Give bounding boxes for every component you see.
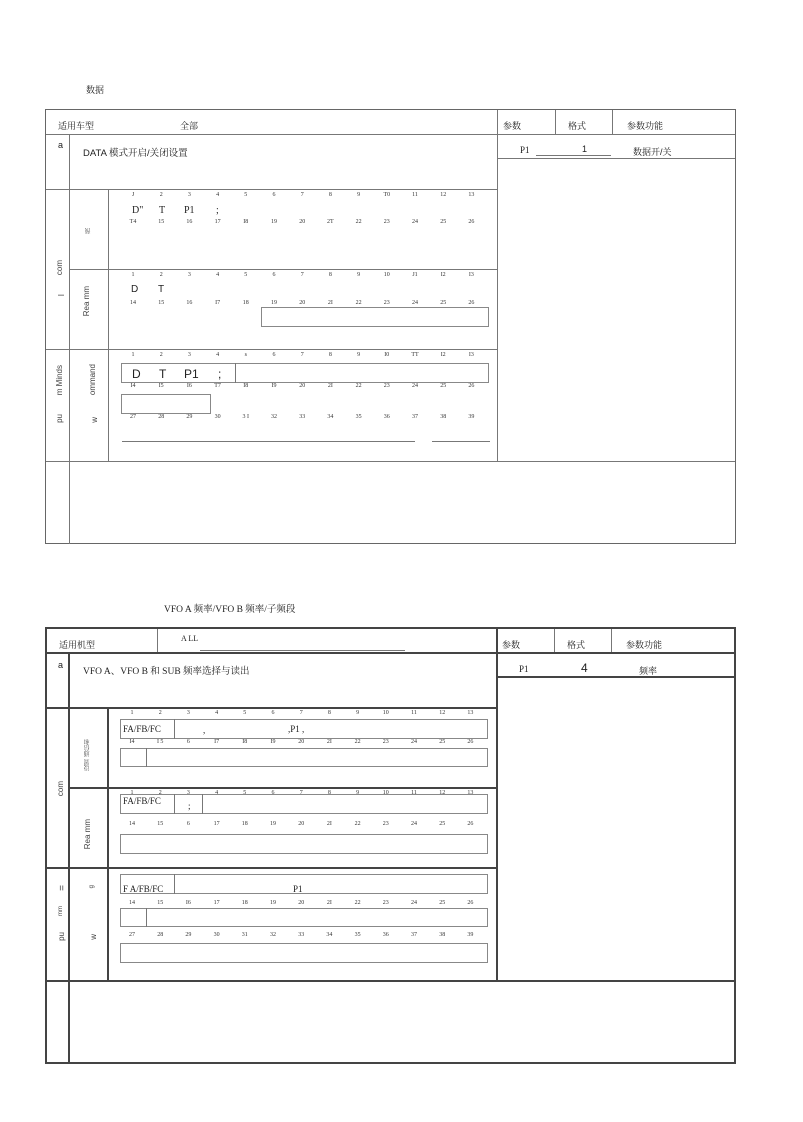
position-number: 30 xyxy=(213,932,220,938)
read-field xyxy=(120,794,488,814)
position-number: 11 xyxy=(412,192,418,198)
position-number: J1 xyxy=(412,272,418,278)
position-number: 25 xyxy=(439,821,446,827)
divider xyxy=(497,158,735,159)
read-char: D xyxy=(131,284,139,295)
position-number: 1 xyxy=(131,272,135,278)
position-number: 15 xyxy=(158,219,165,225)
position-number: 18 xyxy=(241,821,248,827)
position-number: 8 xyxy=(328,192,332,198)
position-number: 35 xyxy=(354,932,361,938)
divider xyxy=(69,269,497,270)
divider xyxy=(146,908,147,927)
answer-p1: P1 xyxy=(293,884,303,894)
position-number: I 5 xyxy=(156,739,164,745)
position-number: 19 xyxy=(271,300,277,306)
position-number: TT xyxy=(411,352,419,358)
position-number: 6 xyxy=(271,790,275,796)
label-com: com xyxy=(55,260,64,276)
header-param: 参数 xyxy=(503,121,522,131)
position-number: 6 xyxy=(272,352,276,358)
divider xyxy=(611,629,612,652)
position-number: 2I xyxy=(326,821,332,827)
position-number: 23 xyxy=(383,300,390,306)
param-function: 频率 xyxy=(639,666,658,676)
param-function: 数据开/关 xyxy=(633,147,672,157)
position-number: 32 xyxy=(271,414,277,420)
position-number: 4 xyxy=(215,790,219,796)
read-number-row xyxy=(125,821,485,831)
position-number: I9 xyxy=(271,383,277,389)
set-text: FA/FB/FC xyxy=(123,724,161,734)
position-number: 11 xyxy=(411,790,417,796)
position-number: 25 xyxy=(440,383,447,389)
position-number: 3 xyxy=(187,352,191,358)
position-number: 12 xyxy=(439,710,446,716)
divider xyxy=(174,719,175,739)
position-number: J xyxy=(131,192,135,198)
answer-field xyxy=(120,908,488,927)
divider xyxy=(46,349,497,350)
label-read: Rea mm xyxy=(83,819,92,850)
set-number-row xyxy=(126,219,486,229)
position-number: 1 xyxy=(130,710,134,716)
position-number: I4 xyxy=(130,383,136,389)
divider xyxy=(496,676,734,678)
position-number: 23 xyxy=(382,900,389,906)
position-number: 17 xyxy=(213,821,220,827)
position-number: I2 xyxy=(440,352,446,358)
position-number: 36 xyxy=(383,414,390,420)
position-number: 12 xyxy=(439,790,446,796)
position-number: 19 xyxy=(270,821,276,827)
divider xyxy=(202,794,203,814)
position-number: 20 xyxy=(298,821,305,827)
answer-underline xyxy=(122,441,415,442)
label-command: g xyxy=(89,885,95,889)
divider xyxy=(107,707,109,980)
position-number: 25 xyxy=(440,300,447,306)
set-comma: , xyxy=(203,725,206,735)
position-number: 6 xyxy=(272,192,276,198)
position-number: 25 xyxy=(439,900,446,906)
position-number: I8 xyxy=(243,383,249,389)
divider xyxy=(47,867,496,869)
position-number: 19 xyxy=(271,219,277,225)
position-number: 23 xyxy=(382,821,389,827)
position-number: 18 xyxy=(242,300,249,306)
divider xyxy=(235,363,236,383)
position-number: 10 xyxy=(382,710,389,716)
position-number: 29 xyxy=(186,414,193,420)
position-number: 34 xyxy=(327,414,334,420)
label-mm: mm xyxy=(58,906,64,916)
label-pu: pu xyxy=(55,414,64,423)
description: DATA 模式开启/关闭设置 xyxy=(83,148,188,159)
position-number: 3 xyxy=(187,192,191,198)
set-char: ; xyxy=(216,205,219,216)
section2-table xyxy=(45,627,736,1064)
position-number: 17 xyxy=(214,219,221,225)
position-number: 14 xyxy=(129,821,135,827)
position-number: I7 xyxy=(215,300,221,306)
position-number: 22 xyxy=(355,383,362,389)
position-number: 13 xyxy=(467,790,474,796)
position-number: 24 xyxy=(411,739,417,745)
position-number: 14 xyxy=(130,300,136,306)
position-number: 6 xyxy=(186,739,190,745)
label-com: com xyxy=(56,781,65,797)
position-number: I7 xyxy=(214,739,220,745)
position-number: 20 xyxy=(299,300,306,306)
read-text: FA/FB/FC xyxy=(123,796,161,806)
divider xyxy=(174,874,175,894)
header-format: 格式 xyxy=(567,640,586,650)
position-number: 4 xyxy=(216,352,220,358)
position-number: 2I xyxy=(327,383,333,389)
section1-table xyxy=(45,109,736,544)
position-number: 17 xyxy=(213,900,220,906)
position-number: 23 xyxy=(383,219,390,225)
answer-field xyxy=(121,363,489,383)
divider xyxy=(47,980,734,982)
set-number-row xyxy=(126,192,486,202)
position-number: 10 xyxy=(382,790,389,796)
position-number: 28 xyxy=(158,414,165,420)
answer-char: ; xyxy=(218,367,222,381)
position-number: 25 xyxy=(439,739,446,745)
set-field xyxy=(120,748,488,767)
position-number: 2I xyxy=(326,900,332,906)
position-number: 6 xyxy=(272,272,276,278)
answer-char: T xyxy=(159,367,167,381)
position-number: 39 xyxy=(467,932,474,938)
position-number: 26 xyxy=(467,821,474,827)
position-number: 22 xyxy=(354,739,361,745)
position-number: 2 xyxy=(159,352,163,358)
position-number: 9 xyxy=(357,192,361,198)
position-number: 13 xyxy=(467,710,474,716)
answer-number-row xyxy=(125,932,485,942)
format-underline xyxy=(536,155,611,156)
answer-char: D xyxy=(132,367,141,381)
position-number: 37 xyxy=(411,932,417,938)
position-number: 20 xyxy=(298,739,305,745)
position-number: 24 xyxy=(412,219,418,225)
divider xyxy=(47,652,734,654)
position-number: 22 xyxy=(355,219,362,225)
label-set: 预 xyxy=(86,228,92,234)
position-number: 35 xyxy=(355,414,362,420)
answer-text: F A/FB/FC xyxy=(123,884,164,894)
position-number: 7 xyxy=(300,192,304,198)
position-number: 24 xyxy=(411,821,417,827)
label-w: w xyxy=(89,934,98,940)
position-number: s xyxy=(244,352,247,358)
position-number: 1 xyxy=(131,352,135,358)
label-pu: pu xyxy=(57,932,66,941)
read-field xyxy=(261,307,489,327)
header-applicable: 适用机型 xyxy=(59,640,96,650)
position-number: 20 xyxy=(298,900,305,906)
position-number: 22 xyxy=(354,900,361,906)
position-number: 1 xyxy=(130,790,134,796)
position-number: 16 xyxy=(186,219,193,225)
header-format: 格式 xyxy=(568,121,587,131)
header-underline xyxy=(200,650,405,651)
label-mmds: m Minds xyxy=(55,365,64,396)
answer-char: P1 xyxy=(184,367,199,381)
position-number: 32 xyxy=(270,932,276,938)
answer-underline xyxy=(432,441,490,442)
position-number: 9 xyxy=(357,272,361,278)
header-all: A LL xyxy=(181,634,199,643)
position-number: 19 xyxy=(270,900,276,906)
position-number: 20 xyxy=(299,383,306,389)
position-number: 25 xyxy=(440,219,447,225)
header-function: 参数功能 xyxy=(626,640,663,650)
position-number: 39 xyxy=(468,414,475,420)
position-number: 20 xyxy=(299,219,306,225)
answer-field xyxy=(120,874,488,894)
header-all: 全部 xyxy=(180,121,199,131)
position-number: 38 xyxy=(439,932,446,938)
param-p1: P1 xyxy=(519,664,529,674)
position-number: 2 xyxy=(159,192,163,198)
position-number: 5 xyxy=(243,790,247,796)
position-number: 9 xyxy=(356,790,360,796)
header-applicable: 适用车型 xyxy=(58,121,95,131)
position-number: I3 xyxy=(468,272,474,278)
position-number: 4 xyxy=(215,710,219,716)
position-number: I3 xyxy=(468,352,474,358)
position-number: 16 xyxy=(186,300,193,306)
position-number: I0 xyxy=(384,352,390,358)
read-number-row xyxy=(126,272,486,282)
position-number: I6 xyxy=(185,900,191,906)
position-number: 26 xyxy=(468,383,475,389)
row-a-label: a xyxy=(58,140,64,150)
position-number: 7 xyxy=(300,272,304,278)
answer-number-row xyxy=(126,414,486,424)
divider xyxy=(174,794,175,814)
param-p1: P1 xyxy=(520,145,530,155)
set-char: T xyxy=(159,205,166,216)
position-number: 8 xyxy=(328,352,332,358)
position-number: T4 xyxy=(129,219,137,225)
position-number: 23 xyxy=(382,739,389,745)
position-number: 4 xyxy=(216,272,220,278)
divider xyxy=(612,110,613,134)
position-number: 7 xyxy=(300,352,304,358)
position-number: 2I xyxy=(327,300,333,306)
divider xyxy=(68,787,496,789)
position-number: 24 xyxy=(412,383,418,389)
position-number: 2 xyxy=(158,790,162,796)
position-number: 13 xyxy=(468,192,475,198)
position-number: 4 xyxy=(216,192,220,198)
position-number: 33 xyxy=(299,414,306,420)
position-number: 6 xyxy=(271,710,275,716)
position-number: 15 xyxy=(157,821,164,827)
divider xyxy=(146,748,147,767)
position-number: 5 xyxy=(244,192,248,198)
position-number: I4 xyxy=(129,739,135,745)
position-number: 29 xyxy=(185,932,192,938)
position-number: I8 xyxy=(242,739,248,745)
answer-number-row xyxy=(126,383,486,393)
position-number: 37 xyxy=(412,414,418,420)
position-number: I8 xyxy=(243,219,249,225)
label-eq: = xyxy=(57,885,68,891)
position-number: 2 xyxy=(158,710,162,716)
label-read: Rea mm xyxy=(82,286,91,317)
set-char: P1 xyxy=(184,205,195,216)
format-value: 4 xyxy=(581,661,588,675)
position-number: 3 xyxy=(186,790,190,796)
position-number: 10 xyxy=(383,272,390,278)
divider xyxy=(46,134,735,135)
position-number: 30 xyxy=(214,414,221,420)
divider xyxy=(46,461,735,462)
position-number: 7 xyxy=(299,790,303,796)
divider xyxy=(496,629,498,980)
position-number: 12 xyxy=(440,192,447,198)
position-number: 8 xyxy=(327,710,331,716)
divider xyxy=(497,110,498,461)
position-number: 5 xyxy=(243,710,247,716)
label-w: w xyxy=(90,417,99,423)
answer-field xyxy=(121,394,211,414)
read-semicolon: ; xyxy=(188,801,191,811)
position-number: 14 xyxy=(129,900,135,906)
row-a-label: a xyxy=(58,660,64,670)
divider xyxy=(47,707,496,709)
divider xyxy=(157,629,158,652)
position-number: 9 xyxy=(357,352,361,358)
description: VFO A、VFO B 和 SUB 频率选择与读出 xyxy=(83,667,250,677)
position-number: 33 xyxy=(298,932,305,938)
header-function: 参数功能 xyxy=(627,121,664,131)
position-number: 27 xyxy=(129,932,135,938)
set-p1: ,P1 , xyxy=(288,724,305,734)
divider xyxy=(555,110,556,134)
answer-field xyxy=(120,943,488,963)
divider xyxy=(68,652,70,1064)
position-number: T0 xyxy=(383,192,391,198)
position-number: 2I xyxy=(326,739,332,745)
position-number: 2T xyxy=(327,219,334,225)
position-number: I6 xyxy=(186,383,192,389)
position-number: 26 xyxy=(467,739,474,745)
position-number: 36 xyxy=(382,932,389,938)
label-set: 设置 通信和 xyxy=(85,739,91,771)
answer-number-row xyxy=(126,352,486,362)
divider xyxy=(46,189,497,190)
position-number: 11 xyxy=(411,710,417,716)
position-number: 26 xyxy=(467,900,474,906)
position-number: 28 xyxy=(157,932,164,938)
position-number: I5 xyxy=(158,383,164,389)
position-number: I2 xyxy=(440,272,446,278)
position-number: 26 xyxy=(468,219,475,225)
label-i: I xyxy=(57,294,66,297)
position-number: 18 xyxy=(241,900,248,906)
position-number: 15 xyxy=(157,900,164,906)
position-number: 3 I xyxy=(242,414,250,420)
position-number: 22 xyxy=(354,821,361,827)
position-number: 31 xyxy=(241,932,248,938)
position-number: 24 xyxy=(412,300,418,306)
position-number: 8 xyxy=(328,272,332,278)
position-number: 24 xyxy=(411,900,417,906)
position-number: T7 xyxy=(214,383,221,389)
position-number: 3 xyxy=(187,272,191,278)
position-number: 22 xyxy=(355,300,362,306)
header-param: 参数 xyxy=(502,640,521,650)
position-number: 26 xyxy=(468,300,475,306)
position-number: 3 xyxy=(186,710,190,716)
read-char: T xyxy=(158,284,165,295)
read-field xyxy=(120,834,488,854)
divider xyxy=(108,189,109,461)
label-command: ommand xyxy=(88,364,97,396)
position-number: 9 xyxy=(356,710,360,716)
position-number: 6 xyxy=(186,821,190,827)
position-number: 8 xyxy=(327,790,331,796)
position-number: 38 xyxy=(440,414,447,420)
position-number: 34 xyxy=(326,932,333,938)
position-number: 7 xyxy=(299,710,303,716)
position-number: 2 xyxy=(159,272,163,278)
position-number: 23 xyxy=(383,383,390,389)
position-number: 27 xyxy=(130,414,136,420)
divider xyxy=(69,134,70,544)
position-number: 15 xyxy=(158,300,165,306)
position-number: I9 xyxy=(270,739,276,745)
section2-title: VFO A 频率/VFO B 频率/子频段 xyxy=(164,605,296,615)
position-number: 5 xyxy=(244,272,248,278)
set-char: D" xyxy=(132,205,144,216)
section1-title: 数据 xyxy=(86,85,105,95)
format-value: 1 xyxy=(582,144,588,154)
divider xyxy=(554,629,555,652)
